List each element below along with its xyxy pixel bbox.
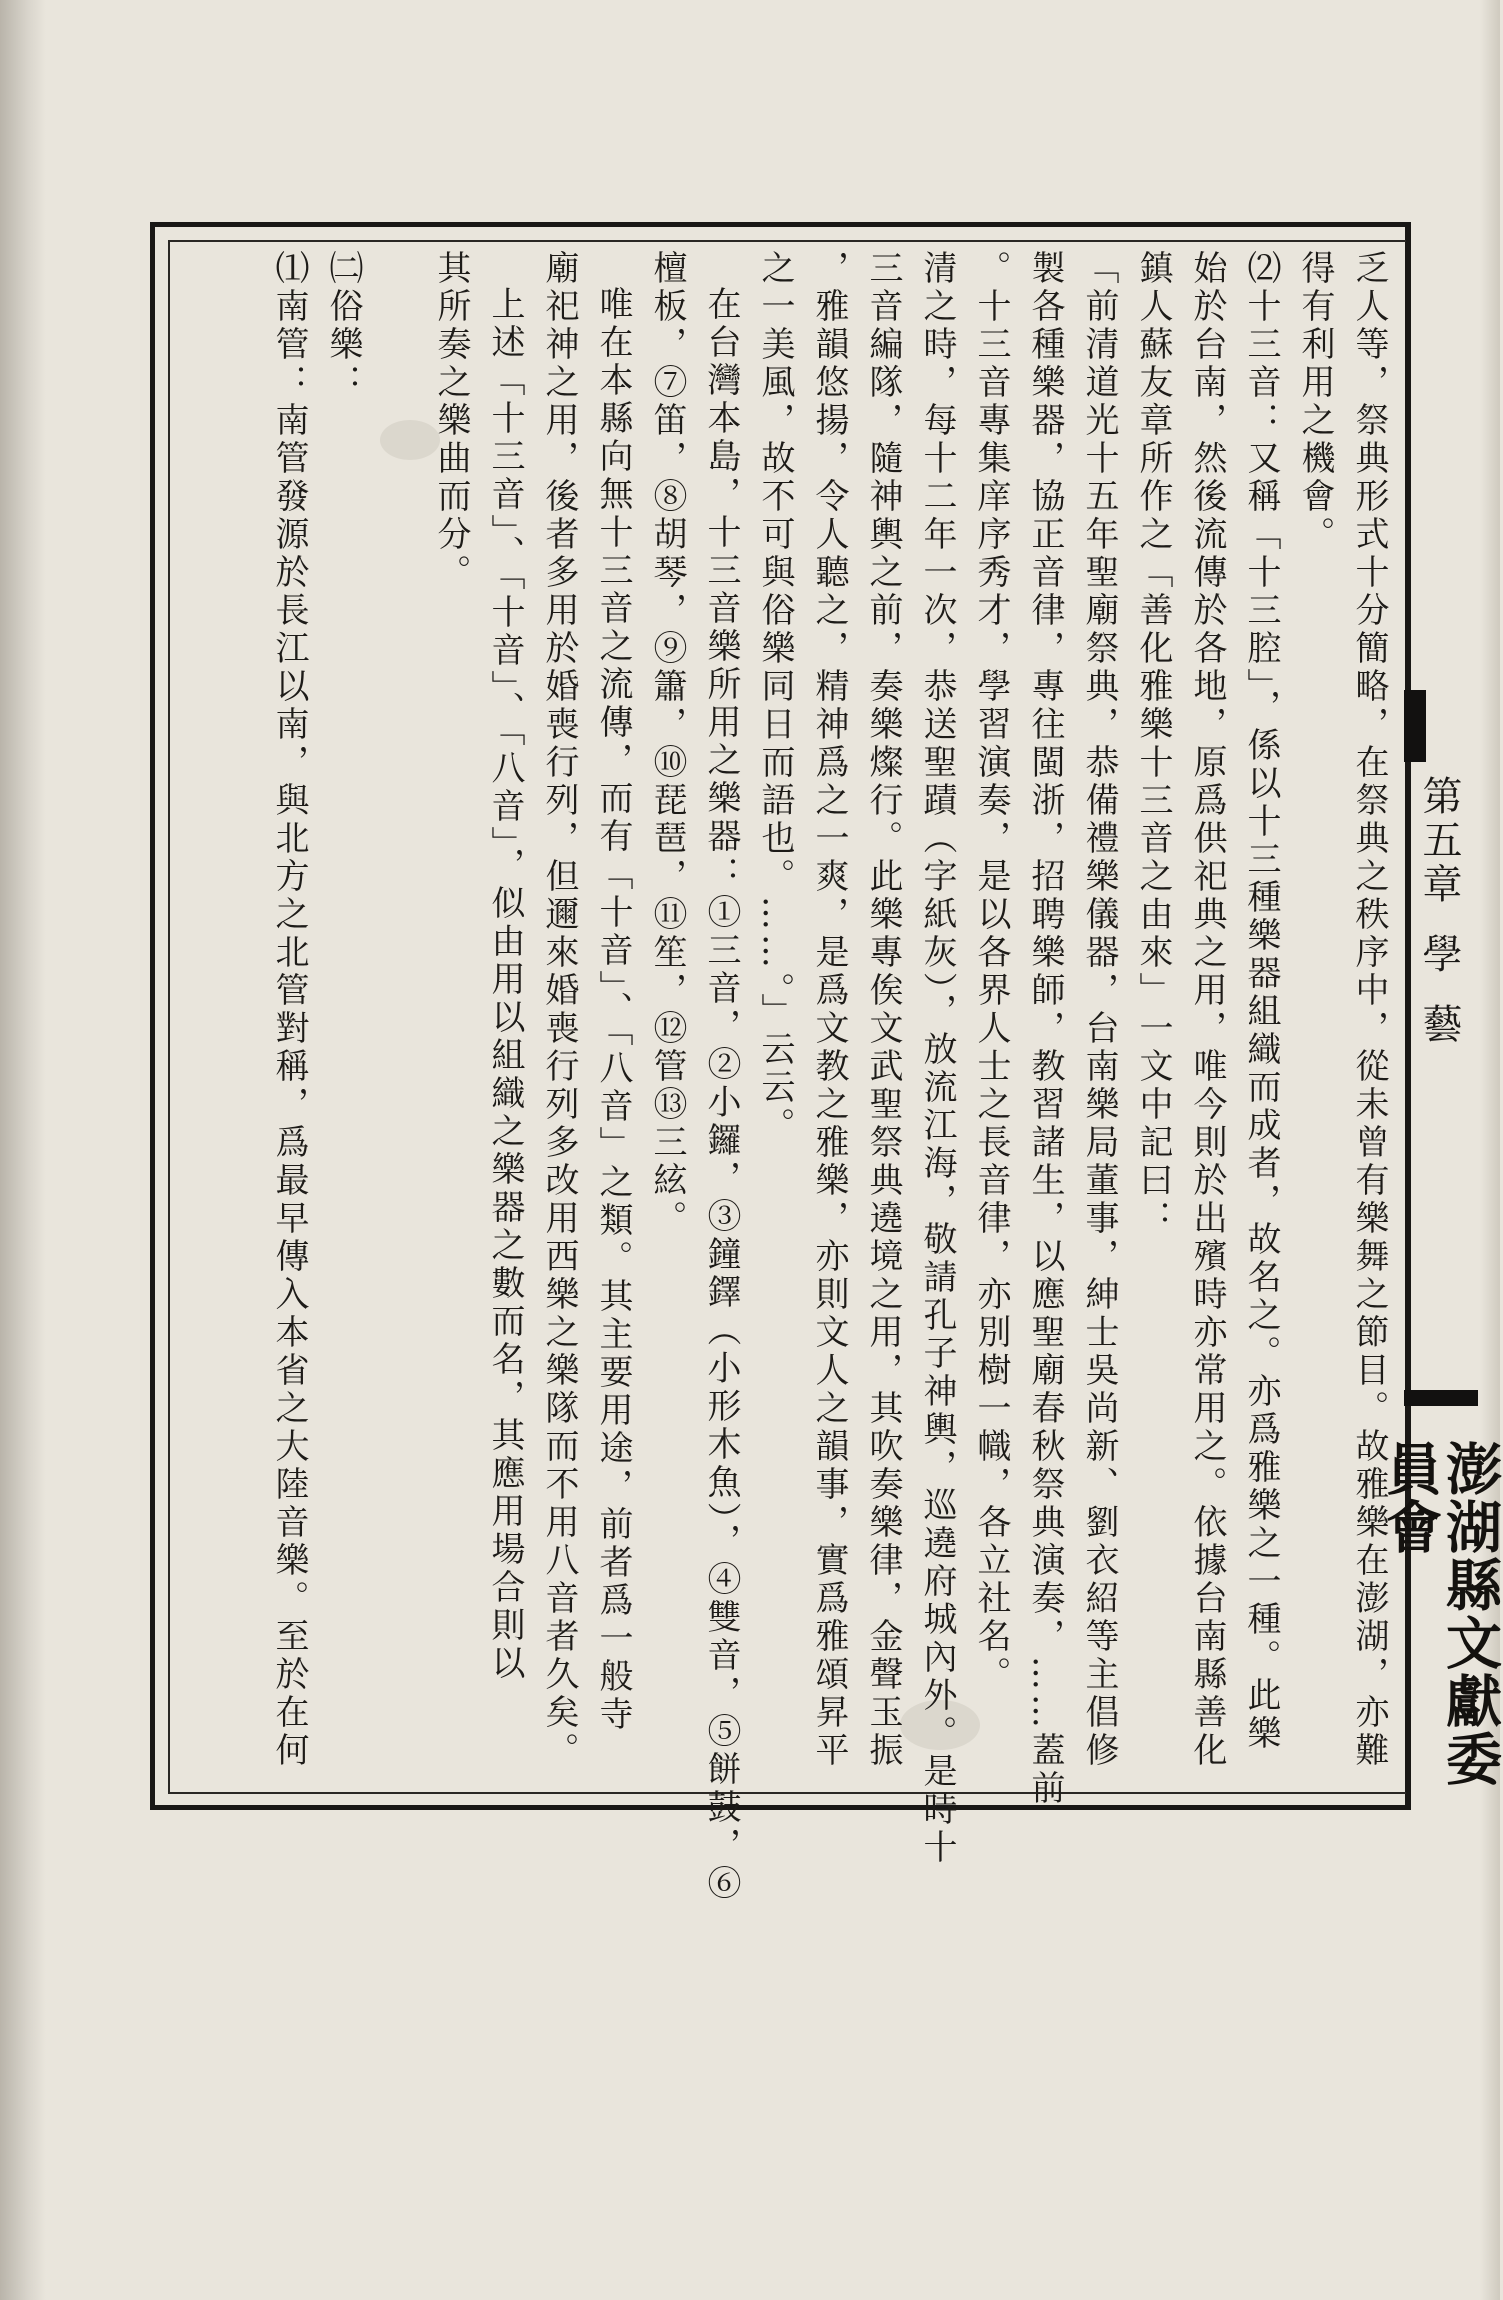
page-edge bbox=[1480, 0, 1500, 2300]
text-column: 檀板，⑦笛，⑧胡琴，⑨簫，⑩琵琶，⑪笙，⑫管⑬三絃。 bbox=[647, 250, 687, 1238]
chapter-title-part: 藝 bbox=[1416, 1003, 1462, 1047]
text-column: ⑵十三音：又稱「十三腔」，係以十三種樂器組織而成者，故名之。亦爲雅樂之一種。此樂 bbox=[1241, 250, 1281, 1753]
text-column: 「前清道光十五年聖廟祭典，恭備禮樂儀器，台南樂局董事，紳士吳尚新、劉衣紹等主倡修 bbox=[1079, 250, 1119, 1770]
text-column: 乏人等，祭典形式十分簡略，在祭典之秩序中，從未曾有樂舞之節目。故雅樂在澎湖，亦難 bbox=[1349, 250, 1389, 1770]
text-column: 唯在本縣向無十三音之流傳，而有「十音」、「八音」之類。其主要用途，前者爲一般寺 bbox=[593, 286, 633, 1734]
text-column: 。十三音專集庠序秀才，學習演奏，是以各界人士之長音律，亦別樹一幟，各立社名。 bbox=[971, 250, 1011, 1694]
margin-bar bbox=[1404, 1390, 1478, 1406]
text-column: 得有利用之機會。 bbox=[1295, 250, 1335, 554]
margin-bar bbox=[1404, 690, 1426, 762]
chapter-number: 第五章 bbox=[1416, 775, 1462, 907]
text-column: 製各種樂器，協正音律，專往閩浙，招聘樂師，教習諸生，以應聖廟春秋祭典演奏，……蓋前 bbox=[1025, 250, 1065, 1808]
text-column: 在台灣本島，十三音樂所用之樂器：①三音，②小鑼，③鐘鐸（小形木魚），④雙音，⑤餅鼓，⑥ bbox=[701, 286, 741, 1903]
text-column: 三音編隊，隨神輿之前，奏樂燦行。此樂專俟文武聖祭典遶境之用，其吹奏樂律，金聲玉振 bbox=[863, 250, 903, 1770]
margin-divider bbox=[1406, 222, 1411, 1810]
chapter-label bbox=[1416, 775, 1462, 1047]
blank-line bbox=[370, 250, 424, 1780]
chapter-title-part: 學 bbox=[1416, 933, 1462, 977]
text-column: ⑴南管：南管發源於長江以南，與北方之北管對稱，爲最早傳入本省之大陸音樂。至於在何 bbox=[269, 250, 309, 1770]
text-column: 之一美風，故不可與俗樂同日而語也。……。」云云。 bbox=[755, 250, 795, 1145]
text-column: 上述「十三音」、「十音」、「八音」，似由用以組織之樂器之數而名，其應用場合則以 bbox=[485, 286, 525, 1683]
body-text bbox=[196, 250, 1396, 1903]
text-column: ㈡俗樂： bbox=[323, 250, 363, 402]
text-column: 其所奏之樂曲而分。 bbox=[431, 250, 471, 592]
text-column: 始於台南，然後流傳於各地，原爲供祀典之用，唯今則於出殯時亦常用之。依據台南縣善化 bbox=[1187, 250, 1227, 1770]
text-column: ，雅韻悠揚，令人聽之，精神爲之一爽，是爲文教之雅樂，亦則文人之韻事，實爲雅頌昇平 bbox=[809, 250, 849, 1770]
text-column: 清之時，每十二年一次，恭送聖蹟（字紙灰），放流江海，敬請孔子神輿，巡遶府城內外。是時十 bbox=[917, 250, 957, 1867]
text-column: 鎮人蘇友章所作之「善化雅樂十三音之由來」一文中記曰： bbox=[1133, 250, 1173, 1238]
text-column: 廟祀神之用，後者多用於婚喪行列，但邇來婚喪行列多改用西樂之樂隊而不用八音者久矣。 bbox=[539, 250, 579, 1770]
binding-shadow bbox=[0, 0, 46, 2300]
running-title: 澎湖縣文獻委員會 bbox=[1377, 1440, 1503, 1788]
